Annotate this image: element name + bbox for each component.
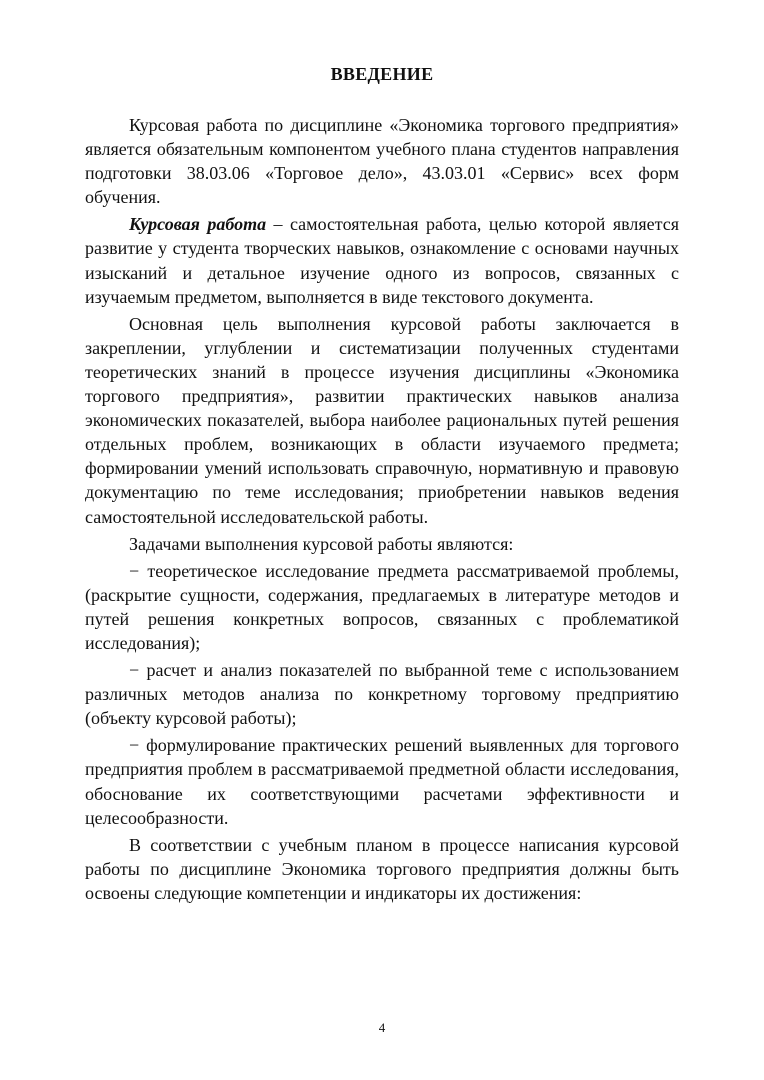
- defined-term: Курсовая работа: [129, 214, 267, 235]
- paragraph-goal: Основная цель выполнения курсовой работы заключается в закреплении, углублении и систематизации полученных студентами теоретических знаний в процессе изучения дисциплины «Экономика торгового предприятия», развитии практических навыков анализа экономических показателей, выбора наиболее рациональных путей решения отдельных проблем, возникающих в области изучаемого предмета; формировании умений использовать справочную, нормативную и правовую документацию по теме исследования; приобретении навыков ведения самостоятельной исследовательской работы.: [85, 313, 679, 527]
- definition-text: – самостоятельная работа, целью которой является развитие у студента творческих навыков, ознакомление с основами научных изысканий и детальное изучение одного из вопросов, связанных с изучаемым предметом, выполняется в виде текстового документа.: [85, 214, 679, 307]
- paragraph-tasks-heading: Задачами выполнения курсовой работы являются:: [129, 533, 514, 554]
- section-title: ВВЕДЕНИЕ: [330, 64, 434, 84]
- paragraph-intro: Курсовая работа по дисциплине «Экономика торгового предприятия» является обязательным компонентом учебного плана студентов направления подготовки 38.03.06 «Торговое дело», 43.03.01 «Сервис» всех форм обучения.: [85, 115, 679, 208]
- task-item-analysis: − расчет и анализ показателей по выбранной теме с использованием различных методов анализа по конкретному торговому предприятию (объекту курсовой работы);: [85, 660, 679, 729]
- task-item-theory: − теоретическое исследование предмета рассматриваемой проблемы, (раскрытие сущности, содержания, предлагаемых в литературе методов и путей решения конкретных вопросов, связанных с проблематикой исследования);: [85, 560, 679, 653]
- task-item-solutions: − формулирование практических решений выявленных для торгового предприятия проблем в рассматриваемой предметной области исследования, обоснование их соответствующими расчетами эффективности и целесообразности.: [85, 735, 679, 828]
- paragraph-competencies: В соответствии с учебным планом в процессе написания курсовой работы по дисциплине Экономика торгового предприятия должны быть освоены следующие компетенции и индикаторы их достижения:: [85, 834, 679, 903]
- paragraph-definition: [85, 212, 679, 308]
- page-number: 4: [378, 1020, 386, 1035]
- document-page: [85, 62, 679, 908]
